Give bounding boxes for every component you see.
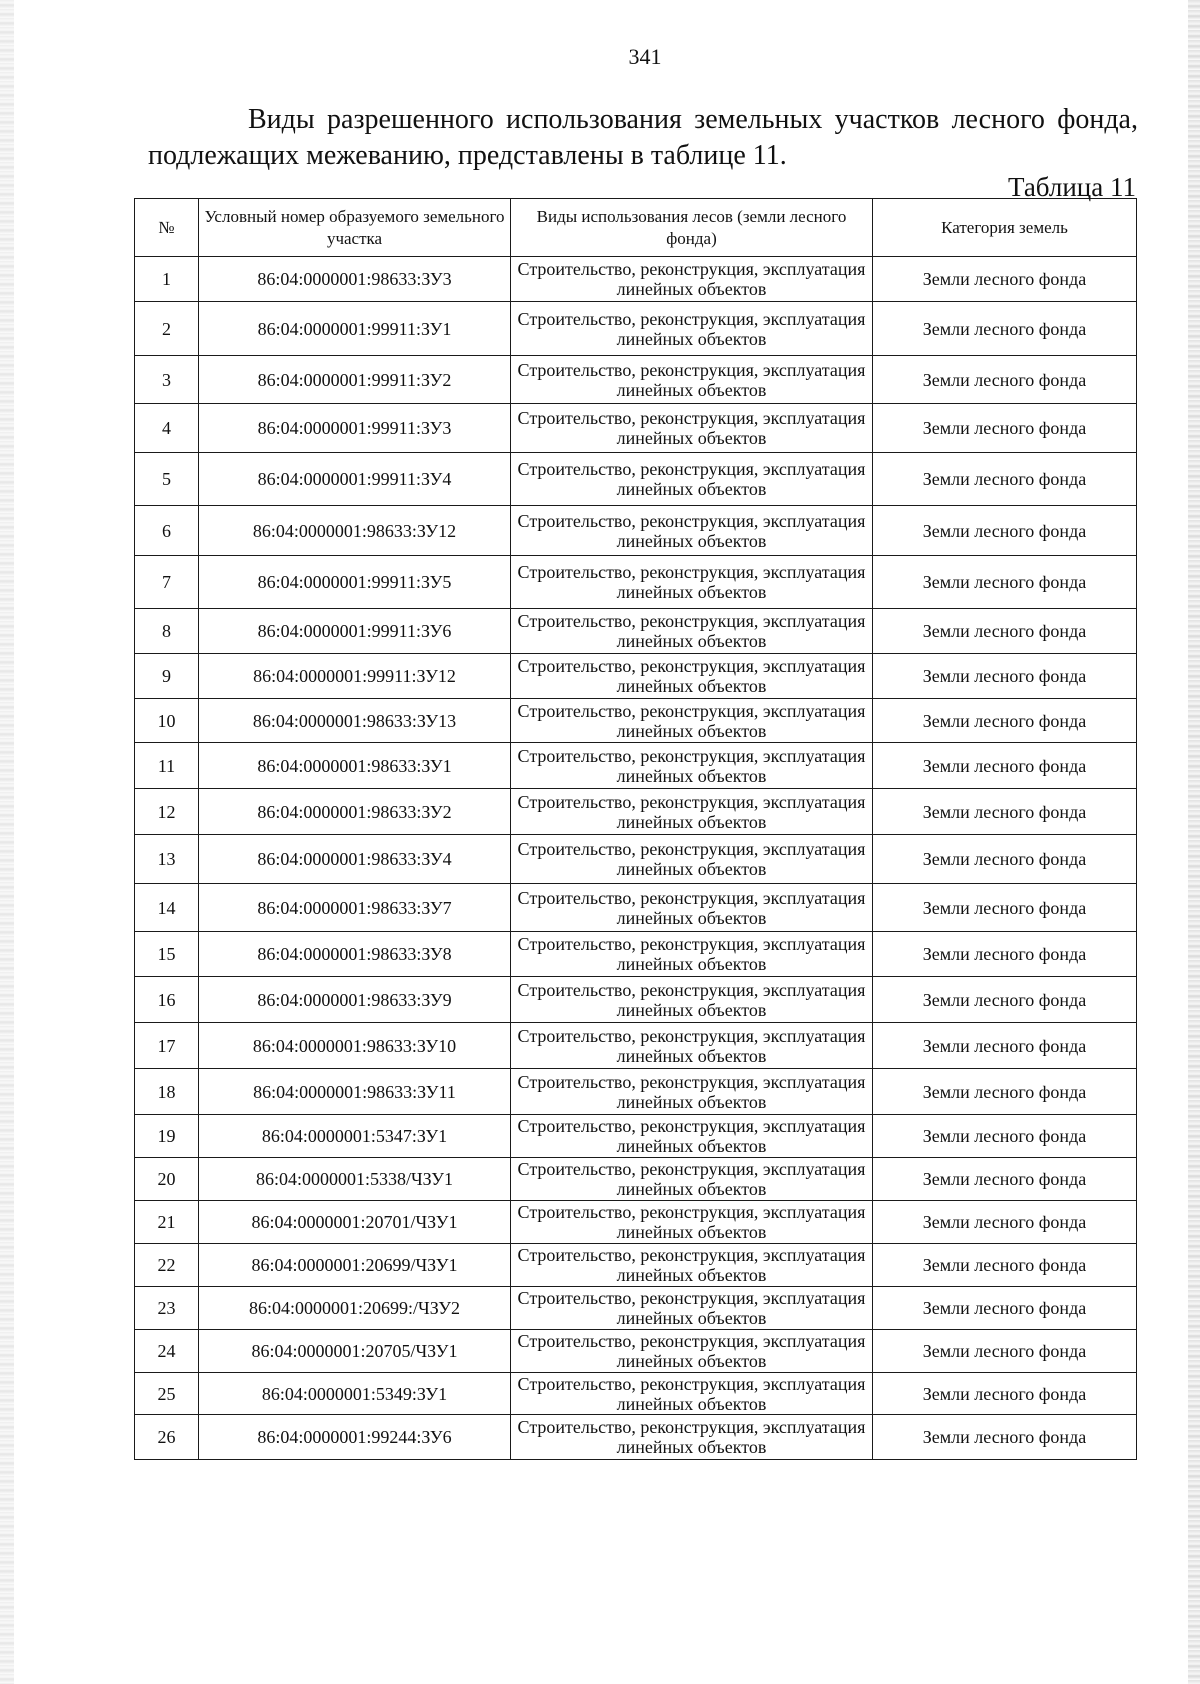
cell-cadastral: 86:04:0000001:98633:ЗУ11 (199, 1069, 511, 1115)
cell-num: 12 (135, 789, 199, 835)
table-row (135, 743, 1137, 789)
cell-cadastral: 86:04:0000001:99911:ЗУ3 (199, 404, 511, 453)
cell-num: 21 (135, 1201, 199, 1244)
cell-cadastral: 86:04:0000001:99911:ЗУ12 (199, 654, 511, 699)
cell-cadastral: 86:04:0000001:5338/ЧЗУ1 (199, 1158, 511, 1201)
cell-cadastral: 86:04:0000001:98633:ЗУ10 (199, 1023, 511, 1069)
cell-num: 15 (135, 932, 199, 977)
table-header-row (135, 199, 1137, 257)
intro-line-1: Виды разрешенного использования земельных участков лесного фонда, (248, 104, 1138, 135)
table-row (135, 835, 1137, 884)
cell-num: 23 (135, 1287, 199, 1330)
cell-use: Строительство, реконструкция, эксплуатация линейных объектов (511, 932, 873, 977)
cell-num: 14 (135, 884, 199, 932)
cell-category: Земли лесного фонда (873, 932, 1137, 977)
cell-num: 13 (135, 835, 199, 884)
cell-use: Строительство, реконструкция, эксплуатация линейных объектов (511, 556, 873, 609)
cell-use: Строительство, реконструкция, эксплуатация линейных объектов (511, 609, 873, 654)
header-use: Виды использования лесов (земли лесного фонда) (511, 199, 873, 257)
cell-category: Земли лесного фонда (873, 743, 1137, 789)
cell-category: Земли лесного фонда (873, 404, 1137, 453)
cell-cadastral: 86:04:0000001:98633:ЗУ3 (199, 257, 511, 302)
table-row (135, 609, 1137, 654)
table-row (135, 1201, 1137, 1244)
cell-cadastral: 86:04:0000001:99911:ЗУ1 (199, 302, 511, 356)
cell-cadastral: 86:04:0000001:5347:ЗУ1 (199, 1115, 511, 1158)
cell-use: Строительство, реконструкция, эксплуатация линейных объектов (511, 977, 873, 1023)
cell-num: 22 (135, 1244, 199, 1287)
cell-category: Земли лесного фонда (873, 1287, 1137, 1330)
table-row (135, 1115, 1137, 1158)
cell-cadastral: 86:04:0000001:5349:ЗУ1 (199, 1373, 511, 1415)
table-row (135, 699, 1137, 743)
cell-category: Земли лесного фонда (873, 1158, 1137, 1201)
cell-cadastral: 86:04:0000001:98633:ЗУ8 (199, 932, 511, 977)
cell-num: 4 (135, 404, 199, 453)
cell-category: Земли лесного фонда (873, 1330, 1137, 1373)
cell-num: 20 (135, 1158, 199, 1201)
table-row (135, 1415, 1137, 1460)
cell-num: 18 (135, 1069, 199, 1115)
cell-use: Строительство, реконструкция, эксплуатация линейных объектов (511, 257, 873, 302)
cell-num: 5 (135, 453, 199, 506)
table-row (135, 356, 1137, 404)
table-body (135, 257, 1137, 1460)
cell-category: Земли лесного фонда (873, 1115, 1137, 1158)
cell-num: 9 (135, 654, 199, 699)
cell-category: Земли лесного фонда (873, 609, 1137, 654)
cell-cadastral: 86:04:0000001:20701/ЧЗУ1 (199, 1201, 511, 1244)
cell-use: Строительство, реконструкция, эксплуатация линейных объектов (511, 1287, 873, 1330)
cell-use: Строительство, реконструкция, эксплуатация линейных объектов (511, 506, 873, 556)
table-row (135, 302, 1137, 356)
cell-cadastral: 86:04:0000001:99911:ЗУ5 (199, 556, 511, 609)
cell-use: Строительство, реконструкция, эксплуатация линейных объектов (511, 1415, 873, 1460)
cell-num: 7 (135, 556, 199, 609)
cell-cadastral: 86:04:0000001:98633:ЗУ12 (199, 506, 511, 556)
cell-cadastral: 86:04:0000001:98633:ЗУ7 (199, 884, 511, 932)
page-number: 341 (628, 44, 662, 69)
cell-cadastral: 86:04:0000001:98633:ЗУ9 (199, 977, 511, 1023)
header-category: Категория земель (873, 199, 1137, 257)
cell-use: Строительство, реконструкция, эксплуатация линейных объектов (511, 654, 873, 699)
table-row (135, 1023, 1137, 1069)
cell-cadastral: 86:04:0000001:99911:ЗУ4 (199, 453, 511, 506)
cell-category: Земли лесного фонда (873, 1415, 1137, 1460)
cell-cadastral: 86:04:0000001:98633:ЗУ13 (199, 699, 511, 743)
cell-category: Земли лесного фонда (873, 1023, 1137, 1069)
table-caption: Таблица 11 (1008, 172, 1136, 202)
table-row (135, 453, 1137, 506)
cell-category: Земли лесного фонда (873, 556, 1137, 609)
cell-category: Земли лесного фонда (873, 1069, 1137, 1115)
cell-category: Земли лесного фонда (873, 789, 1137, 835)
table-row (135, 257, 1137, 302)
cell-use: Строительство, реконструкция, эксплуатация линейных объектов (511, 404, 873, 453)
cell-category: Земли лесного фонда (873, 1244, 1137, 1287)
cell-use: Строительство, реконструкция, эксплуатация линейных объектов (511, 453, 873, 506)
table-row (135, 1373, 1137, 1415)
cell-use: Строительство, реконструкция, эксплуатация линейных объектов (511, 743, 873, 789)
scan-edge-left (0, 0, 14, 1684)
cell-use: Строительство, реконструкция, эксплуатация линейных объектов (511, 356, 873, 404)
cell-num: 16 (135, 977, 199, 1023)
cell-cadastral: 86:04:0000001:20705/ЧЗУ1 (199, 1330, 511, 1373)
cell-category: Земли лесного фонда (873, 699, 1137, 743)
cell-use: Строительство, реконструкция, эксплуатация линейных объектов (511, 835, 873, 884)
cell-category: Земли лесного фонда (873, 506, 1137, 556)
cell-cadastral: 86:04:0000001:98633:ЗУ2 (199, 789, 511, 835)
table-row (135, 789, 1137, 835)
cell-use: Строительство, реконструкция, эксплуатация линейных объектов (511, 789, 873, 835)
cell-use: Строительство, реконструкция, эксплуатация линейных объектов (511, 699, 873, 743)
cell-category: Земли лесного фонда (873, 257, 1137, 302)
table-row (135, 1244, 1137, 1287)
cell-cadastral: 86:04:0000001:20699:/ЧЗУ2 (199, 1287, 511, 1330)
table-row (135, 977, 1137, 1023)
cell-num: 2 (135, 302, 199, 356)
table-row (135, 1158, 1137, 1201)
table-row (135, 1287, 1137, 1330)
cell-category: Земли лесного фонда (873, 977, 1137, 1023)
cell-num: 8 (135, 609, 199, 654)
cell-category: Земли лесного фонда (873, 356, 1137, 404)
cell-num: 17 (135, 1023, 199, 1069)
cell-use: Строительство, реконструкция, эксплуатация линейных объектов (511, 1244, 873, 1287)
cell-category: Земли лесного фонда (873, 302, 1137, 356)
land-plots-table (134, 198, 1137, 1460)
cell-num: 19 (135, 1115, 199, 1158)
table-row (135, 932, 1137, 977)
cell-num: 10 (135, 699, 199, 743)
cell-category: Земли лесного фонда (873, 1201, 1137, 1244)
intro-line-2: подлежащих межеванию, представлены в таблице 11. (148, 140, 787, 171)
cell-num: 11 (135, 743, 199, 789)
cell-num: 25 (135, 1373, 199, 1415)
table-row (135, 404, 1137, 453)
table-row (135, 654, 1137, 699)
cell-use: Строительство, реконструкция, эксплуатация линейных объектов (511, 1023, 873, 1069)
cell-num: 3 (135, 356, 199, 404)
cell-category: Земли лесного фонда (873, 884, 1137, 932)
table-row (135, 1330, 1137, 1373)
cell-use: Строительство, реконструкция, эксплуатация линейных объектов (511, 884, 873, 932)
cell-use: Строительство, реконструкция, эксплуатация линейных объектов (511, 1373, 873, 1415)
table-row (135, 506, 1137, 556)
cell-use: Строительство, реконструкция, эксплуатация линейных объектов (511, 1115, 873, 1158)
cell-use: Строительство, реконструкция, эксплуатация линейных объектов (511, 302, 873, 356)
table-row (135, 1069, 1137, 1115)
cell-use: Строительство, реконструкция, эксплуатация линейных объектов (511, 1201, 873, 1244)
header-num: № (135, 199, 199, 257)
table-row (135, 556, 1137, 609)
cell-cadastral: 86:04:0000001:99911:ЗУ6 (199, 609, 511, 654)
cell-cadastral: 86:04:0000001:99244:ЗУ6 (199, 1415, 511, 1460)
cell-use: Строительство, реконструкция, эксплуатация линейных объектов (511, 1069, 873, 1115)
cell-category: Земли лесного фонда (873, 654, 1137, 699)
cell-use: Строительство, реконструкция, эксплуатация линейных объектов (511, 1158, 873, 1201)
cell-use: Строительство, реконструкция, эксплуатация линейных объектов (511, 1330, 873, 1373)
cell-num: 1 (135, 257, 199, 302)
cell-category: Земли лесного фонда (873, 1373, 1137, 1415)
cell-num: 24 (135, 1330, 199, 1373)
cell-cadastral: 86:04:0000001:98633:ЗУ4 (199, 835, 511, 884)
table-row (135, 884, 1137, 932)
cell-category: Земли лесного фонда (873, 835, 1137, 884)
cell-cadastral: 86:04:0000001:20699/ЧЗУ1 (199, 1244, 511, 1287)
cell-category: Земли лесного фонда (873, 453, 1137, 506)
cell-cadastral: 86:04:0000001:99911:ЗУ2 (199, 356, 511, 404)
cell-num: 6 (135, 506, 199, 556)
intro-paragraph (148, 102, 1138, 174)
cell-cadastral: 86:04:0000001:98633:ЗУ1 (199, 743, 511, 789)
header-cadastral: Условный номер образуемого земельного участка (199, 199, 511, 257)
cell-num: 26 (135, 1415, 199, 1460)
scan-edge-right (1188, 0, 1200, 1684)
